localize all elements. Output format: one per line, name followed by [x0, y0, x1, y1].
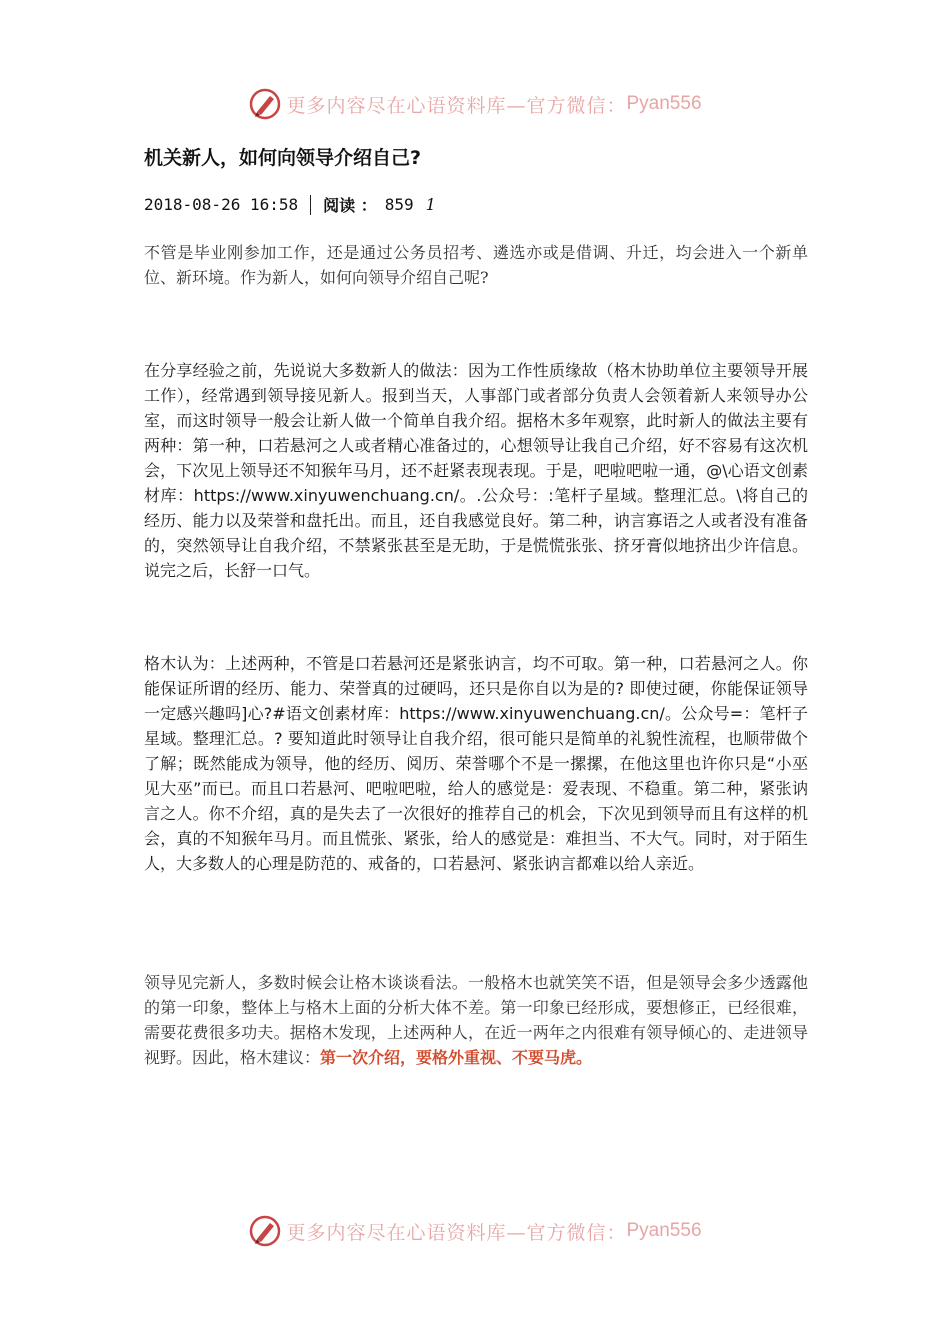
conclusion-highlight: 第一次介绍，要格外重视、不要马虎。 — [320, 1048, 593, 1067]
article-title: 机关新人，如何向领导介绍自己? — [144, 147, 422, 169]
pen-logo-icon — [248, 87, 282, 121]
publish-date: 2018-08-26 16:58 — [144, 195, 299, 214]
banner-text: 更多内容尽在心语资料库—官方微信： — [286, 1221, 627, 1244]
read-label: 阅读 ： — [323, 196, 377, 215]
rank-number: 1 — [425, 195, 436, 214]
paragraph-intro: 不管是毕业刚参加工作，还是通过公务员招考、遴选亦或是借调、升迁，均会进入一个新单位、新环境。作为新人，如何向领导介绍自己呢? — [144, 243, 808, 287]
paragraph-analysis: 格木认为：上述两种，不管是口若悬河还是紧张讷言，均不可取。第一种，口若悬河之人。你能保证所谓的经历、能力、荣誉真的过硬吗，还只是你自以为是的? 即使过硬，你能保证领导一定感兴趣吗]心?#语文创素材库：https://www.xinyuwenchuang.cn/。公众号=：笔杆子星域。整理汇总。? 要知道此时领导让自我介绍，很可能只是简单的礼貌性流程，也顺带做个了解；既然能成为领导，他的经历、阅历、荣誉哪个不是一摞摞，在他这里也许你只是“小巫见大巫”而已。而且口若悬河、吧啦吧啦，给人的感觉是：爱表现、不稳重。第二种，紧张讷言之人。你不介绍，真的是失去了一次很好的推荐自己的机会，下次见到领导而且有这样的机会，真的不知猴年马月。而且慌张、紧张，给人的感觉是：难担当、不大气。同时，对于陌生人，大多数人的心理是防范的、戒备的，口若悬河、紧张讷言都难以给人亲近。 — [144, 654, 808, 873]
paragraph-conclusion — [144, 970, 808, 1070]
banner-wechat-id: Pyan556 — [626, 93, 702, 114]
meta-divider — [310, 195, 311, 215]
read-count: 859 — [384, 195, 414, 214]
banner-wechat-id: Pyan556 — [626, 1220, 702, 1241]
header-watermark-banner — [0, 84, 950, 124]
banner-text: 更多内容尽在心语资料库—官方微信： — [286, 94, 627, 117]
paragraph-common-practice: 在分享经验之前，先说说大多数新人的做法：因为工作性质缘故（格木协助单位主要领导开展工作），经常遇到领导接见新人。报到当天，人事部门或者部分负责人会领着新人来领导办公室，而这时领导一般会让新人做一个简单自我介绍。据格木多年观察，此时新人的做法主要有两种：第一种，口若悬河之人或者精心准备过的，心想领导让我自己介绍，好不容易有这次机会，下次见上领导还不知猴年马月，还不赶紧表现表现。于是，吧啦吧啦一通，@\心语文创素材库：https://www.xinyuwenchuang.cn/。.公众号：:笔杆子星域。整理汇总。\将自己的经历、能力以及荣誉和盘托出。而且，还自我感觉良好。第二种，讷言寡语之人或者没有准备的，突然领导让自我介绍，不禁紧张甚至是无助，于是慌慌张张、挤牙膏似地挤出少许信息。说完之后，长舒一口气。 — [144, 361, 808, 580]
pen-logo-icon — [248, 1214, 282, 1248]
conclusion-text: 领导见完新人，多数时候会让格木谈谈看法。一般格木也就笑笑不语，但是领导会多少透露他的第一印象，整体上与格木上面的分析大体不差。第一印象已经形成，要想修正，已经很难，需要花费很多功夫。据格木发现，上述两种人，在近一两年之内很难有领导倾心的、走进领导视野。因此，格木建议： — [144, 973, 808, 1067]
footer-watermark-banner — [0, 1211, 950, 1251]
article-meta — [144, 193, 436, 216]
